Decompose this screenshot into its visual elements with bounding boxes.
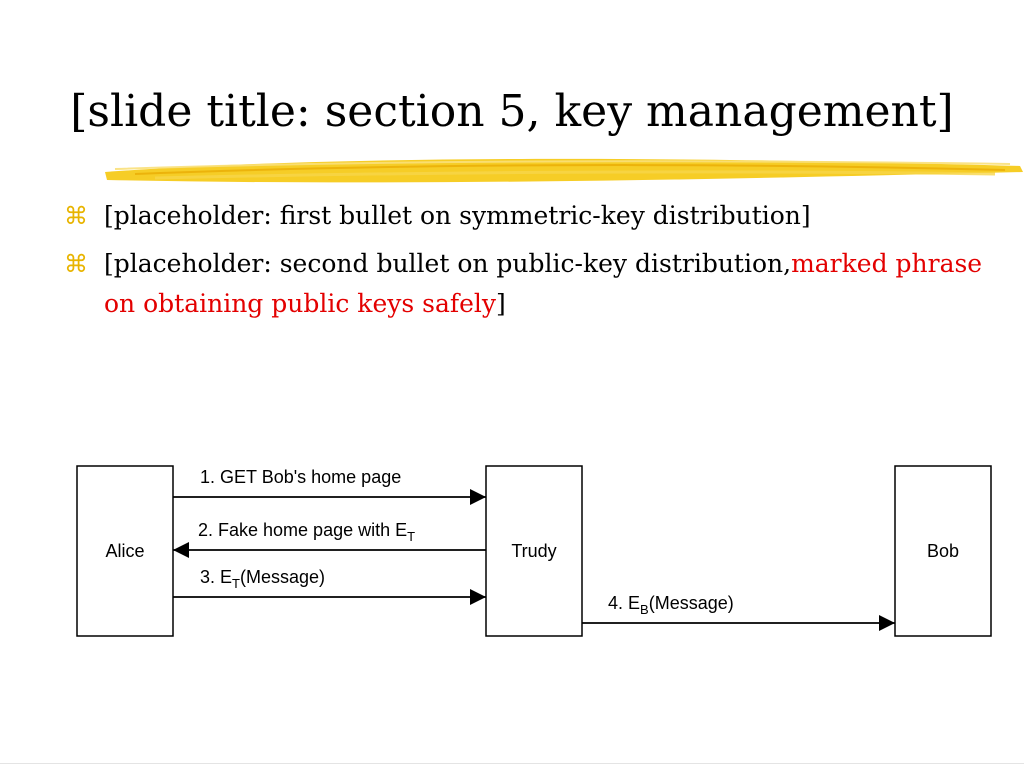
message-3-text: 3. E — [200, 567, 233, 587]
message-4-suffix: (Message) — [648, 593, 734, 613]
command-key-icon: ⌘ — [64, 202, 88, 230]
bob-label: Bob — [926, 541, 960, 561]
message-4-label — [608, 593, 734, 617]
bullet-text: [placeholder: second bullet on public-key distribution, — [104, 249, 792, 278]
message-2-subscript: T — [407, 529, 416, 544]
bullet-text: [placeholder: first bullet on symmetric-key distribution] — [104, 201, 811, 230]
message-2-text: 2. Fake home page with E — [198, 520, 408, 540]
message-2-label — [198, 520, 415, 544]
message-4-text: 4. E — [608, 593, 641, 613]
bullet-text-after: ] — [496, 289, 506, 318]
alice-label: Alice — [105, 541, 145, 561]
trudy-label: Trudy — [511, 541, 557, 561]
bullet-highlight: marked phrase on obtaining public keys safely — [104, 249, 983, 318]
slide-title: [slide title: section 5, key management] — [70, 86, 954, 137]
message-3-label — [200, 567, 325, 591]
message-1-label: 1. GET Bob's home page — [200, 467, 402, 487]
message-3-suffix: (Message) — [239, 567, 326, 587]
command-key-icon: ⌘ — [64, 250, 88, 278]
message-3-subscript: T — [232, 576, 240, 591]
message-4-subscript: B — [640, 602, 649, 617]
footer-divider — [0, 763, 1024, 764]
